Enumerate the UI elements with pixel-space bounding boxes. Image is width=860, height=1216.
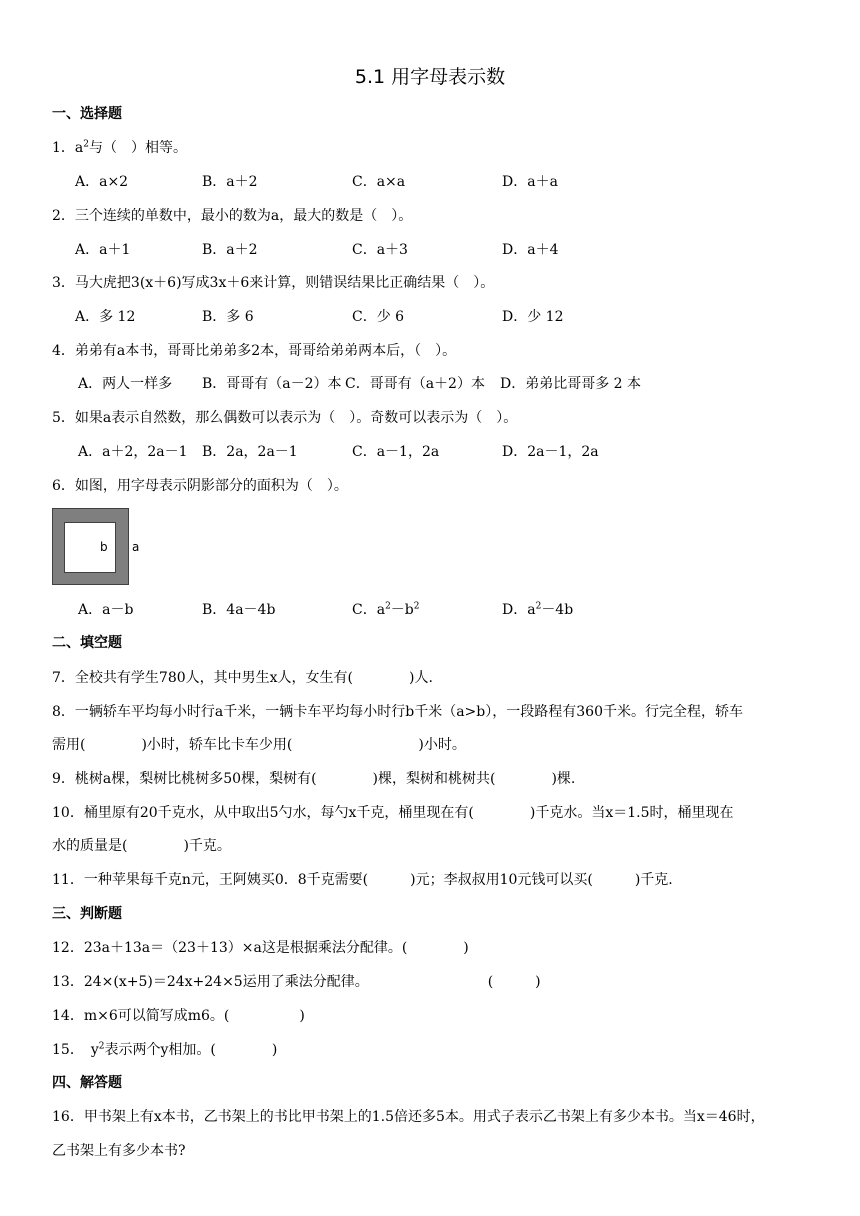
question-8-line-2: 需用( )小时，轿车比卡车少用( )小时。 xyxy=(52,737,466,753)
option-a: A．a＋2，2a－1 xyxy=(78,444,188,460)
question-15-text-b: 表示两个y相加。( ) xyxy=(104,1042,278,1058)
option-b: B．哥哥有（a－2）本 xyxy=(202,376,342,392)
question-4: 4．弟弟有a本书，哥哥比弟弟多2本，哥哥给弟弟两本后，（ ）。 xyxy=(52,343,457,359)
question-16-line-2: 乙书架上有多少本书? xyxy=(52,1143,186,1159)
option-c: C．少 6 xyxy=(352,309,405,325)
option-b: B．a＋2 xyxy=(202,174,258,190)
option-c xyxy=(352,600,420,620)
option-d: D．a＋4 xyxy=(502,242,559,258)
option-c-sup1: 2 xyxy=(385,601,391,612)
question-5: 5．如果a表示自然数，那么偶数可以表示为（ ）。奇数可以表示为（ ）。 xyxy=(52,410,518,426)
outer-square xyxy=(52,508,129,585)
question-2-options xyxy=(75,240,808,260)
question-15-sup: 2 xyxy=(98,1041,105,1052)
question-10-line-1: 10．桶里原有20千克水，从中取出5勺水，每勺x千克，桶里现在有( )千克水。当x＝1.5时，桶里现在 xyxy=(52,805,734,821)
question-6: 6．如图，用字母表示阴影部分的面积为（ ）。 xyxy=(52,478,348,494)
option-d: D．a＋a xyxy=(502,174,558,190)
option-c: C．a×a xyxy=(352,174,406,190)
option-d: D．2a－1，2a xyxy=(502,444,599,460)
option-d-sup: 2 xyxy=(535,601,542,612)
question-15 xyxy=(52,1040,808,1060)
option-d-base: D．a xyxy=(502,602,536,618)
option-c-sup2: 2 xyxy=(413,601,420,612)
question-1-text-b: 与（ ）相等。 xyxy=(89,140,187,156)
question-13: 13．24×(x+5)＝24x+24×5运用了乘法分配律。 ( ) xyxy=(52,974,541,990)
question-3-options xyxy=(75,307,808,327)
section-heading-choice: 一、选择题 xyxy=(52,106,122,122)
section-heading-solve: 四、解答题 xyxy=(52,1075,122,1091)
question-2: 2．三个连续的单数中，最小的数为a，最大的数是（ ）。 xyxy=(52,208,413,224)
question-7: 7．全校共有学生780人，其中男生x人，女生有( )人. xyxy=(52,670,433,686)
question-11: 11．一种苹果每千克n元，王阿姨买0．8千克需要( )元；李叔叔用10元钱可以买( )千克. xyxy=(52,872,673,888)
option-c-minus: －b xyxy=(390,602,414,618)
option-d: D．少 12 xyxy=(502,309,564,325)
question-1-options xyxy=(75,172,808,192)
option-b: B．a＋2 xyxy=(202,242,258,258)
question-16-line-1: 16．甲书架上有x本书，乙书架上的书比甲书架上的1.5倍还多5本。用式子表示乙书架上有多少本书。当x＝46时， xyxy=(52,1109,765,1125)
question-5-options xyxy=(75,442,808,462)
option-c-base: C．a xyxy=(352,602,386,618)
option-b: B．4a－4b xyxy=(202,602,276,618)
inner-square xyxy=(64,522,116,573)
option-a: A．两人一样多 xyxy=(78,376,173,392)
option-a: A．a＋1 xyxy=(75,242,131,258)
question-4-options xyxy=(75,374,808,394)
option-d: D．弟弟比哥哥多 2 本 xyxy=(500,376,642,392)
question-15-text-a: 15． y xyxy=(52,1042,99,1058)
question-10-line-2: 水的质量是( )千克。 xyxy=(52,838,231,854)
option-a: A．多 12 xyxy=(75,309,136,325)
option-c: C．哥哥有（a＋2）本 xyxy=(345,376,485,392)
page-title: 5.1 用字母表示数 xyxy=(354,66,506,88)
option-b: B．多 6 xyxy=(202,309,254,325)
question-3: 3．马大虎把3(x＋6)写成3x＋6来计算，则错误结果比正确结果（ ）。 xyxy=(52,275,495,291)
question-9: 9．桃树a棵，梨树比桃树多50棵，梨树有( )棵，梨树和桃树共( )棵. xyxy=(52,771,576,787)
shaded-square-figure xyxy=(52,508,152,588)
question-1-sup: 2 xyxy=(83,139,89,150)
option-c: C．a－1，2a xyxy=(352,444,440,460)
option-b: B．2a，2a－1 xyxy=(202,444,298,460)
question-8-line-1: 8．一辆轿车平均每小时行a千米，一辆卡车平均每小时行b千米（a>b），一段路程有360千米。行完全程，轿车 xyxy=(52,704,743,720)
section-heading-judge: 三、判断题 xyxy=(52,906,122,922)
option-a: A．a×2 xyxy=(75,174,129,190)
section-heading-fill: 二、填空题 xyxy=(52,635,122,651)
option-d xyxy=(502,600,573,620)
option-d-minus: －4b xyxy=(541,602,574,618)
question-1 xyxy=(52,138,808,158)
question-14: 14．m×6可以简写成m6。( ) xyxy=(52,1008,305,1024)
label-b: b xyxy=(100,540,108,554)
label-a: a xyxy=(132,540,140,554)
question-6-options xyxy=(75,600,808,620)
question-12: 12．23a＋13a＝（23＋13）×a这是根据乘法分配律。( ) xyxy=(52,940,469,956)
option-a: A．a－b xyxy=(78,602,134,618)
option-c: C．a＋3 xyxy=(352,242,408,258)
question-1-text-a: 1．a xyxy=(52,140,84,156)
